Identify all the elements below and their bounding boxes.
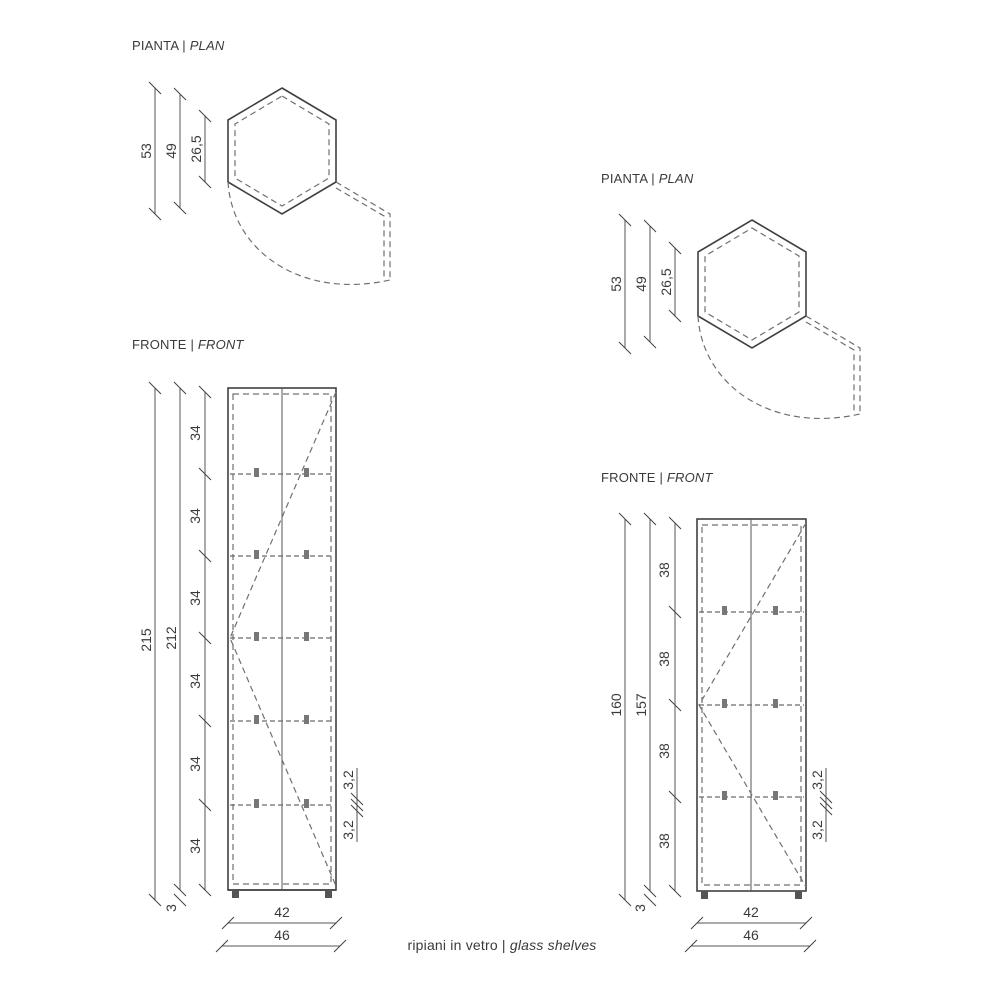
left-hexagon-outline bbox=[228, 88, 336, 214]
right-front-dim-157: 157 bbox=[633, 693, 649, 717]
right-foot-1 bbox=[701, 891, 708, 899]
right-plan-view bbox=[601, 171, 860, 418]
left-shelf-thk-a: 3,2 bbox=[340, 770, 356, 790]
left-front-dim-34-c: 34 bbox=[187, 590, 203, 606]
right-plan-dim-49: 49 bbox=[633, 276, 649, 292]
right-shelf-thk-a: 3,2 bbox=[809, 770, 825, 790]
left-plan-title: PIANTA | PLAN bbox=[132, 38, 225, 53]
left-plan-dim-49: 49 bbox=[163, 143, 179, 159]
left-front-dim-212: 212 bbox=[163, 626, 179, 650]
left-front-dim-3: 3 bbox=[163, 904, 179, 912]
right-hexagon-outline bbox=[698, 220, 806, 348]
left-front-title: FRONTE | FRONT bbox=[132, 337, 244, 352]
right-shelf-thk-b: 3,2 bbox=[809, 820, 825, 840]
left-hexagon-inner bbox=[235, 96, 329, 206]
left-plan-view bbox=[132, 38, 390, 284]
right-hexagon-inner bbox=[705, 228, 799, 340]
left-door-leaf-inner bbox=[336, 188, 384, 278]
right-foot-2 bbox=[795, 891, 802, 899]
right-width-46: 46 bbox=[743, 927, 759, 943]
left-front-view bbox=[132, 337, 363, 952]
right-front-dim-38-c: 38 bbox=[656, 743, 672, 759]
right-shelf-pins bbox=[722, 606, 778, 800]
right-plan-dim-26-5: 26,5 bbox=[658, 268, 674, 296]
right-front-dim-38-d: 38 bbox=[656, 833, 672, 849]
left-foot-1 bbox=[232, 890, 239, 898]
right-front-title: FRONTE | FRONT bbox=[601, 470, 713, 485]
right-door-leaf-inner bbox=[806, 322, 854, 412]
left-front-dim-34-a: 34 bbox=[187, 425, 203, 441]
left-width-42: 42 bbox=[274, 904, 290, 920]
glass-shelves-note: ripiani in vetro | glass shelves bbox=[407, 937, 597, 953]
left-plan-dim-26-5: 26,5 bbox=[188, 135, 204, 163]
left-front-dim-34-f: 34 bbox=[187, 838, 203, 854]
left-front-dim-34-b: 34 bbox=[187, 508, 203, 524]
right-front-dim-38-a: 38 bbox=[656, 562, 672, 578]
right-plan-title: PIANTA | PLAN bbox=[601, 171, 694, 186]
left-plan-dim-53: 53 bbox=[138, 143, 154, 159]
left-width-46: 46 bbox=[274, 927, 290, 943]
left-door-leaf bbox=[336, 182, 390, 278]
left-shelf-thk-b: 3,2 bbox=[340, 820, 356, 840]
left-front-dim-34-e: 34 bbox=[187, 756, 203, 772]
right-front-view bbox=[601, 470, 832, 952]
left-door-opening-lines bbox=[230, 392, 336, 886]
right-door-leaf bbox=[806, 316, 860, 412]
left-foot-2 bbox=[325, 890, 332, 898]
right-front-dim-160: 160 bbox=[608, 693, 624, 717]
right-plan-dim-53: 53 bbox=[608, 276, 624, 292]
left-front-dim-34-d: 34 bbox=[187, 673, 203, 689]
right-width-42: 42 bbox=[743, 904, 759, 920]
left-front-dim-215: 215 bbox=[138, 628, 154, 652]
right-front-dim-38-b: 38 bbox=[656, 651, 672, 667]
right-front-dim-3: 3 bbox=[632, 904, 648, 912]
